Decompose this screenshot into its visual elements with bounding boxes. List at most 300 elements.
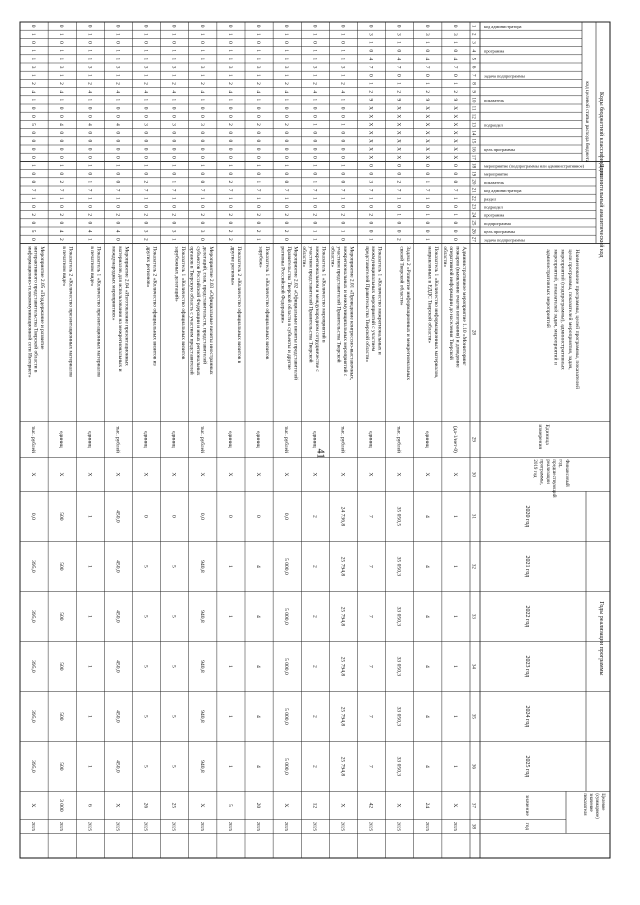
code-cell: 7 xyxy=(255,188,262,192)
code-cell: 4 xyxy=(198,90,205,94)
row-year-value: 1 xyxy=(451,715,458,718)
code-cell: 0 xyxy=(142,114,149,118)
row-year-value: 1 xyxy=(226,665,233,668)
row-year-value: 5 000,0 xyxy=(283,758,290,775)
row-year-value: 1 xyxy=(86,565,93,568)
code-cell: 0 xyxy=(451,24,458,28)
code-cell: 1 xyxy=(283,49,290,53)
code-cell: Х xyxy=(367,147,374,152)
row-target-year: 2025 xyxy=(256,821,262,831)
code-cell: 1 xyxy=(114,57,121,61)
code-cell: 0 xyxy=(283,114,290,118)
code-cell: 0 xyxy=(170,114,177,118)
row-target-value: 24 xyxy=(423,802,430,809)
header-years: Годы реализации программы xyxy=(598,601,604,676)
colnum-22: 22 xyxy=(470,195,476,201)
colnum-11: 11 xyxy=(470,105,476,111)
row-year-value: 7 xyxy=(367,515,374,518)
row-year-value: 395,0 xyxy=(30,760,37,773)
code-cell: 7 xyxy=(311,188,318,192)
code-cell: 1 xyxy=(367,41,374,44)
code-cell: 0 xyxy=(339,237,346,241)
code-cell: 1 xyxy=(311,57,318,61)
code-cell: 4 xyxy=(58,90,65,94)
code-cell: 7 xyxy=(339,188,346,192)
code-cell: 0 xyxy=(226,205,233,208)
code-cell: 0 xyxy=(283,106,290,110)
code-cell: 0 xyxy=(423,172,430,176)
code-cell: 1 xyxy=(423,41,430,44)
row-year-value: 1 xyxy=(226,565,233,568)
code-cell: 4 xyxy=(451,57,458,61)
code-cell: Х xyxy=(395,155,402,160)
code-cell: 1 xyxy=(114,164,121,167)
code-cell: Х xyxy=(367,130,374,135)
code-cell: 0 xyxy=(283,155,290,159)
code-cell: 0 xyxy=(339,155,346,159)
code-cell: 0 xyxy=(339,114,346,118)
code-cell: 3 xyxy=(114,65,121,69)
code-cell: 2 xyxy=(226,82,233,85)
row-year-value: 5 xyxy=(170,615,177,618)
row-description: Показатель 1 «Количество информационных материалов,направленных в ЕДДС Тверской области» xyxy=(426,246,439,379)
code-cell: 1 xyxy=(226,32,233,36)
code-cell: 0 xyxy=(30,139,37,143)
code-cell: 0 xyxy=(311,24,318,28)
code-cell: 0 xyxy=(142,155,149,159)
row-year-value: 395,0 xyxy=(30,660,37,673)
row-year-value: 0 xyxy=(142,515,149,518)
code-cell: 2 xyxy=(198,82,205,85)
code-cell: 1 xyxy=(30,49,37,53)
row-target-value: 6 xyxy=(86,804,93,807)
code-cell: 1 xyxy=(311,164,318,167)
code-cell: Х xyxy=(423,130,430,135)
code-cell: 0 xyxy=(283,139,290,143)
code-cell: 0 xyxy=(226,106,233,110)
code-cell: 1 xyxy=(86,237,93,241)
code-cell: 1 xyxy=(339,164,346,167)
code-cell: 0 xyxy=(255,155,262,159)
code-cell: 1 xyxy=(142,57,149,61)
row-year-value: 7 xyxy=(367,715,374,718)
row-description: Показатель 2 «Количество официальных визитов вдругие регионы» xyxy=(229,246,242,364)
colnum-32: 32 xyxy=(470,563,476,569)
code-cell: 9 xyxy=(367,98,374,102)
header-kbk: Коды бюджетной классификации xyxy=(598,92,604,177)
header-fin-year: Финансовыйгод,предшествующийреализациипрограммы,2019 год xyxy=(532,459,569,498)
code-cell: 3 xyxy=(423,32,430,36)
code-cell: 0 xyxy=(395,49,402,53)
code-cell: 2 xyxy=(395,237,402,241)
code-cell: 0 xyxy=(170,106,177,110)
row-year-value: 940,8 xyxy=(198,560,205,573)
colnum-30: 30 xyxy=(470,471,476,477)
code-cell: 1 xyxy=(451,196,458,200)
row-target-value: Х xyxy=(395,803,402,808)
code-cell: 7 xyxy=(58,188,65,192)
code-cell: 4 xyxy=(395,57,402,61)
row-unit: тыс. рублей xyxy=(283,425,290,453)
code-cell: 0 xyxy=(423,229,430,233)
code-cell: 0 xyxy=(30,155,37,159)
code-cell: 0 xyxy=(367,172,374,176)
row-year-value: 4 xyxy=(423,765,430,768)
row-target-year: 2025 xyxy=(340,821,346,831)
code-cell: 2 xyxy=(142,237,149,241)
code-cell: 1 xyxy=(311,196,318,200)
code-cell: 7 xyxy=(86,188,93,192)
code-cell: 0 xyxy=(311,114,318,118)
code-cell: 0 xyxy=(170,139,177,143)
code-cell: 0 xyxy=(170,205,177,208)
row-year-value: 4 xyxy=(255,715,262,718)
row-year-value: 4 xyxy=(255,665,262,668)
row-year-value: 450,0 xyxy=(114,660,121,673)
code-cell: 1 xyxy=(58,73,65,77)
code-cell: 7 xyxy=(226,188,233,192)
code-cell: 0 xyxy=(30,221,37,225)
code-cell: 0 xyxy=(311,172,318,176)
header-year-5: 2024 год xyxy=(524,705,530,728)
colnum-24: 24 xyxy=(470,212,476,218)
row-target-value: 26 xyxy=(142,802,149,809)
code-cell: 4 xyxy=(226,90,233,94)
code-cell: 1 xyxy=(339,57,346,61)
row-year-value: 5 xyxy=(142,715,149,718)
code-cell: 1 xyxy=(283,98,290,102)
row-year-value: 5 xyxy=(142,765,149,768)
code-cell: 1 xyxy=(451,213,458,217)
code-cell: 3 xyxy=(311,65,318,69)
code-cell: 2 xyxy=(226,213,233,217)
code-cell: 3 xyxy=(170,65,177,69)
row-year-value: 33 050,3 xyxy=(395,756,402,777)
code-cell: 7 xyxy=(367,188,374,192)
code-cell: 0 xyxy=(255,139,262,143)
row-unit: единиц xyxy=(86,431,93,448)
colnum-10: 10 xyxy=(470,97,476,103)
code-cell: 1 xyxy=(86,57,93,61)
row-year-value: 0 xyxy=(226,515,233,518)
code-cell: 1 xyxy=(198,73,205,77)
code-cell: 4 xyxy=(114,90,121,94)
code-cell: 1 xyxy=(226,164,233,167)
code-cell: Х xyxy=(395,130,402,135)
colnum-8: 8 xyxy=(470,82,476,85)
code-cell: 1 xyxy=(142,196,149,200)
code-cell: 1 xyxy=(30,164,37,167)
code-cell: 7 xyxy=(395,65,402,69)
code-cell: 9 xyxy=(395,98,402,102)
code-cell: 3 xyxy=(226,65,233,69)
code-cell: 0 xyxy=(114,131,121,135)
code-cell: 1 xyxy=(114,32,121,36)
code-cell: 3 xyxy=(170,229,177,233)
code-cell: Х xyxy=(367,138,374,143)
row-year-value: 5 xyxy=(170,665,177,668)
code-cell: 0 xyxy=(311,139,318,143)
row-unit: единиц xyxy=(58,431,65,448)
row-year-value: 500 xyxy=(58,612,65,621)
code-cell: 0 xyxy=(339,139,346,143)
code-cell: 1 xyxy=(395,82,402,85)
code-cell: 0 xyxy=(30,147,37,151)
code-cell: 0 xyxy=(226,24,233,28)
code-cell: 1 xyxy=(226,73,233,77)
row-year-value: 35 050,5 xyxy=(395,506,402,527)
row-year-value: 395,0 xyxy=(30,610,37,623)
code-cell: 0 xyxy=(114,155,121,159)
code-cell: 0 xyxy=(339,106,346,110)
code-cell: 0 xyxy=(226,172,233,176)
code-cell: Х xyxy=(423,147,430,152)
code-cell: 2 xyxy=(58,237,65,241)
row-year-value: 4 xyxy=(423,615,430,618)
colnum-25: 25 xyxy=(470,220,476,226)
colnum-15: 15 xyxy=(470,138,476,144)
row-target-year: 2025 xyxy=(199,821,205,831)
code-cell: 1 xyxy=(339,229,346,233)
code-cell: 9 xyxy=(451,98,458,102)
code-header-22: раздел xyxy=(484,196,497,202)
code-cell: 0 xyxy=(58,41,65,44)
colnum-13: 13 xyxy=(470,122,476,127)
code-cell: 1 xyxy=(170,164,177,167)
code-cell: 0 xyxy=(198,41,205,44)
row-unit: единиц xyxy=(170,431,177,448)
row-year-value: 1 xyxy=(226,765,233,768)
code-cell: 0 xyxy=(58,155,65,159)
code-cell: 1 xyxy=(170,57,177,61)
row-year-value: 25 794,8 xyxy=(339,606,346,627)
code-cell: Х xyxy=(451,106,458,111)
code-cell: 1 xyxy=(283,57,290,61)
code-cell: 0 xyxy=(283,24,290,28)
code-cell: 0 xyxy=(114,205,121,208)
row-unit: единиц xyxy=(311,431,318,448)
code-cell: 4 xyxy=(283,90,290,94)
row-year-value: 940,8 xyxy=(198,760,205,773)
code-cell: 0 xyxy=(114,180,121,184)
row-year-value: 395,0 xyxy=(30,710,37,723)
code-cell: 1 xyxy=(142,32,149,36)
row-year-value: 0 xyxy=(170,515,177,518)
code-cell: 1 xyxy=(283,164,290,167)
code-header-20: показатель xyxy=(484,179,505,185)
row-year-value: 1 xyxy=(86,665,93,668)
code-cell: 0 xyxy=(30,106,37,110)
code-cell: 4 xyxy=(30,90,37,94)
code-cell: 2 xyxy=(226,237,233,241)
code-cell: 2 xyxy=(451,90,458,94)
code-cell: 2 xyxy=(58,180,65,184)
code-cell: 0 xyxy=(170,172,177,176)
code-cell: Х xyxy=(451,138,458,143)
code-cell: 0 xyxy=(339,131,346,135)
code-cell: 0 xyxy=(114,147,121,151)
code-cell: 0 xyxy=(339,24,346,28)
code-cell: 1 xyxy=(311,237,318,241)
code-cell: 2 xyxy=(170,213,177,217)
row-year-value: 450,0 xyxy=(114,610,121,623)
row-target-year: 2025 xyxy=(424,821,430,831)
row-description: Мероприятие 2.03 «Официальные визиты иностранныхделегаций, глав, представительств, представителейсубъектов Российской Федерации и иных региональныхорганов в Тверскую область с участием представителей xyxy=(188,246,214,376)
code-cell: Х xyxy=(395,138,402,143)
code-cell: 1 xyxy=(283,73,290,77)
code-cell: 7 xyxy=(198,188,205,192)
code-cell: 3 xyxy=(142,123,149,126)
code-cell: Х xyxy=(423,155,430,160)
code-cell: 3 xyxy=(142,229,149,233)
code-cell: 0 xyxy=(58,114,65,118)
code-cell: 1 xyxy=(226,98,233,102)
code-cell: 1 xyxy=(283,196,290,200)
code-cell: 0 xyxy=(30,180,37,184)
code-cell: 2 xyxy=(255,123,262,126)
row-description: Показатель 1 «Количество официальных визитовзарубеж» xyxy=(257,246,271,360)
code-cell: 7 xyxy=(283,188,290,192)
row-year-value: 2 xyxy=(311,665,318,668)
row-fin: Х xyxy=(255,472,262,477)
row-description: Показатель 1 «Количество мероприятий вмежрегиональном и международном сотрудничестве сучастием представителей Правительства Тверскойобласти» xyxy=(301,246,327,372)
code-cell: 0 xyxy=(114,139,121,143)
code-cell: 1 xyxy=(30,57,37,61)
row-year-value: 450,0 xyxy=(114,560,121,573)
code-cell: 1 xyxy=(30,98,37,102)
code-cell: 0 xyxy=(395,24,402,28)
code-cell: 0 xyxy=(86,221,93,225)
code-cell: Х xyxy=(395,106,402,111)
header-year-2: 2021 год xyxy=(524,555,530,578)
code-cell: 3 xyxy=(198,229,205,233)
colnum-3: 3 xyxy=(470,41,476,44)
colnum-26: 26 xyxy=(470,228,476,234)
code-cell: 0 xyxy=(142,172,149,176)
code-cell: 2 xyxy=(226,123,233,126)
code-cell: 0 xyxy=(451,73,458,77)
code-cell: 3 xyxy=(395,32,402,36)
program-indicators-table xyxy=(20,22,610,858)
row-target-year: 2025 xyxy=(31,821,37,831)
row-fin: Х xyxy=(86,472,93,477)
code-cell: 2 xyxy=(395,180,402,184)
colnum-38: 38 xyxy=(470,823,476,829)
code-cell: 0 xyxy=(142,205,149,208)
code-cell: 3 xyxy=(255,65,262,69)
row-fin: Х xyxy=(58,472,65,477)
code-cell: 1 xyxy=(170,180,177,184)
row-description: Мероприятие 2.05 «Поддержание и развитиеинтерактивного представительства Тверской области винформационно-телекоммуникационной сети Интернет» xyxy=(26,246,46,378)
header-kcs: код целевой статьи расхода бюджета xyxy=(584,81,590,163)
code-cell: 0 xyxy=(226,41,233,44)
code-cell: 1 xyxy=(58,164,65,167)
row-description: Административное мероприятие 1.10 «Мониторингпожаров (выявление очагов возгорания) и доведениеоперативной информации до населения Тверскойобласти» xyxy=(441,246,467,368)
code-cell: 1 xyxy=(58,98,65,102)
row-year-value: 5 000,0 xyxy=(283,708,290,725)
row-year-value: 5 000,0 xyxy=(283,658,290,675)
code-cell: 0 xyxy=(395,172,402,176)
row-year-value: 4 xyxy=(423,565,430,568)
code-cell: 0 xyxy=(142,106,149,110)
row-target-year: 2025 xyxy=(171,821,177,831)
colnum-20: 20 xyxy=(470,179,476,185)
code-cell: 1 xyxy=(395,41,402,44)
row-year-value: 4 xyxy=(255,765,262,768)
row-year-value: 5 xyxy=(170,715,177,718)
code-cell: 0 xyxy=(86,155,93,159)
row-fin: Х xyxy=(283,472,290,477)
code-cell: 1 xyxy=(255,32,262,36)
code-cell: 0 xyxy=(86,205,93,208)
code-cell: 3 xyxy=(198,65,205,69)
code-cell: 0 xyxy=(255,24,262,28)
code-cell: 1 xyxy=(395,196,402,200)
code-cell: 0 xyxy=(86,24,93,28)
code-cell: 0 xyxy=(114,24,121,28)
code-cell: 1 xyxy=(255,180,262,184)
code-cell: 0 xyxy=(198,147,205,151)
row-year-value: 7 xyxy=(367,565,374,568)
code-cell: 7 xyxy=(451,65,458,69)
code-cell: 4 xyxy=(58,229,65,233)
row-year-value: 25 794,8 xyxy=(339,656,346,677)
code-cell: 4 xyxy=(311,90,318,94)
header-target-year: год xyxy=(524,822,530,831)
code-cell: 0 xyxy=(30,24,37,28)
code-cell: 1 xyxy=(451,41,458,44)
code-cell: 0 xyxy=(339,180,346,184)
code-cell: 1 xyxy=(255,57,262,61)
row-year-value: 500 xyxy=(58,762,65,771)
code-cell: 2 xyxy=(311,82,318,85)
code-header-23: подраздел xyxy=(484,204,503,210)
code-cell: Х xyxy=(367,114,374,119)
code-cell: 0 xyxy=(311,131,318,135)
code-cell: 1 xyxy=(30,32,37,36)
code-cell: 1 xyxy=(142,98,149,102)
code-cell: 0 xyxy=(367,221,374,225)
row-year-value: 2 xyxy=(311,565,318,568)
row-year-value: 2 xyxy=(311,765,318,768)
code-cell: 0 xyxy=(395,205,402,208)
code-cell: 7 xyxy=(423,65,430,69)
colnum-37: 37 xyxy=(470,802,476,808)
row-year-value: 0 xyxy=(255,515,262,518)
code-cell: 1 xyxy=(311,229,318,233)
code-cell: 3 xyxy=(86,65,93,69)
code-cell: 2 xyxy=(86,82,93,85)
code-cell: 1 xyxy=(58,57,65,61)
code-cell: 1 xyxy=(142,49,149,53)
row-year-value: 25 794,8 xyxy=(339,756,346,777)
code-cell: 1 xyxy=(30,196,37,200)
code-cell: 1 xyxy=(170,237,177,241)
code-cell: 1 xyxy=(58,32,65,36)
code-cell: 7 xyxy=(367,65,374,69)
code-cell: 1 xyxy=(311,73,318,77)
code-cell: 2 xyxy=(30,213,37,217)
row-description: Показатель 1 «Количество презентационных материаловв печатном виде» xyxy=(88,246,102,377)
row-unit: тыс. рублей xyxy=(395,425,402,453)
code-cell: 0 xyxy=(283,205,290,208)
colnum-27: 27 xyxy=(470,236,476,242)
code-header-26: цель программы xyxy=(484,229,515,235)
code-cell: 1 xyxy=(198,32,205,36)
row-year-value: 940,8 xyxy=(198,610,205,623)
colnum-2: 2 xyxy=(470,33,476,36)
code-header-25: подпрограмма xyxy=(484,220,511,226)
